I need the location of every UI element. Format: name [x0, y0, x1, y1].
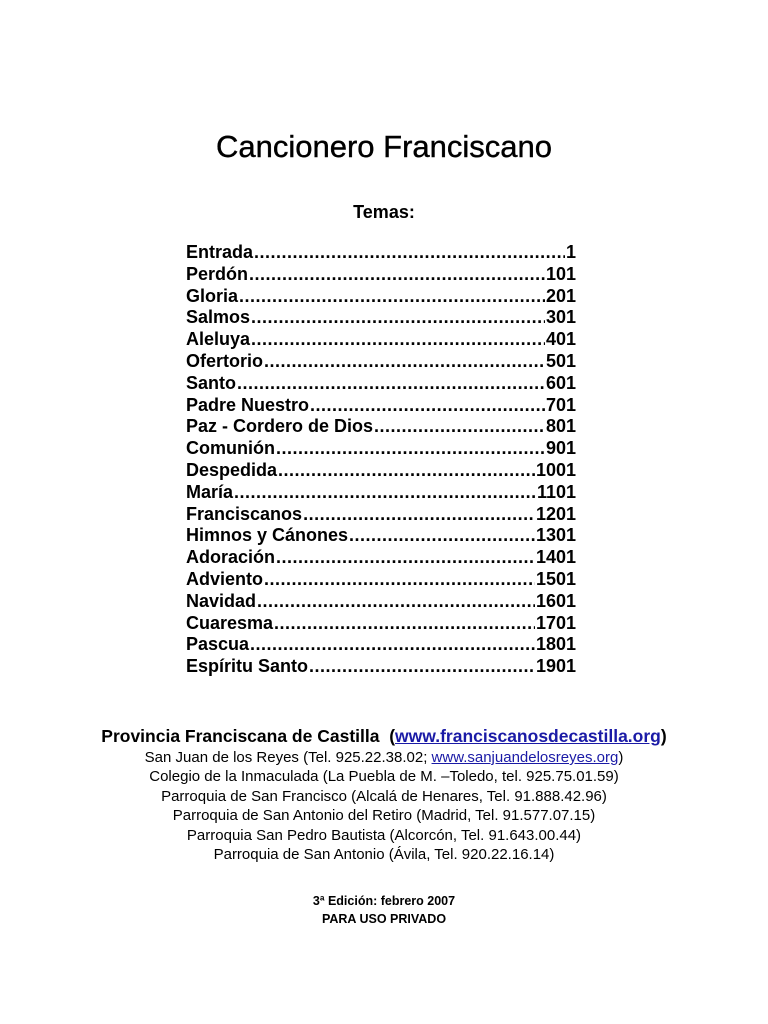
toc-entry-page: 1701 — [535, 612, 576, 633]
toc-entry — [186, 264, 576, 286]
province-line — [0, 724, 768, 748]
toc-dot-leader — [276, 438, 545, 460]
address-line: Parroquia de San Antonio del Retiro (Madrid, Tel. 91.577.07.15) — [172, 807, 596, 825]
toc-entry-label: Gloria — [186, 285, 239, 306]
toc-dot-leader — [264, 569, 535, 591]
toc-entry-label: Ofertorio — [186, 350, 264, 371]
toc-dot-leader — [234, 482, 536, 504]
themes-heading: Temas: — [353, 202, 415, 222]
toc-entry-label: Pascua — [186, 634, 250, 655]
toc-entry — [186, 329, 576, 351]
toc-dot-leader — [254, 242, 565, 264]
toc-entry-label: Santo — [186, 372, 237, 393]
toc-dot-leader — [349, 525, 535, 547]
toc-dot-leader — [276, 547, 535, 569]
toc-entry-label: Entrada — [186, 242, 254, 262]
usage-notice: PARA USO PRIVADO — [321, 912, 447, 926]
toc-entry — [186, 634, 576, 656]
address-line: Parroquia San Pedro Bautista (Alcorcón, Tel. 91.643.00.44) — [186, 826, 582, 844]
toc-dot-leader — [251, 329, 545, 351]
toc-entry — [186, 286, 576, 308]
toc-dot-leader — [278, 460, 535, 482]
toc-entry-page: 701 — [545, 394, 576, 415]
toc-entry-label: Cuaresma — [186, 612, 274, 633]
toc-entry-page: 1201 — [535, 503, 576, 524]
toc-entry-label: Padre Nuestro — [186, 394, 310, 415]
address-line-prefix: San Juan de los Reyes (Tel. 925.22.38.02; — [144, 749, 432, 766]
toc-entry-label: Espíritu Santo — [186, 656, 309, 677]
toc-entry — [186, 525, 576, 547]
toc-entry-page: 1801 — [535, 634, 576, 655]
toc-entry-label: Franciscanos — [186, 503, 303, 524]
toc-dot-leader — [303, 504, 535, 526]
toc-entry — [186, 591, 576, 613]
toc-entry-page: 401 — [545, 329, 576, 350]
address-line-san-juan — [0, 748, 768, 767]
toc-entry — [186, 656, 576, 678]
toc-dot-leader — [237, 373, 545, 395]
province-website-link[interactable]: www.franciscanosdecastilla.org — [395, 726, 661, 746]
toc-dot-leader — [251, 307, 545, 329]
document-title: Cancionero Franciscano — [215, 129, 552, 164]
toc-entry — [186, 613, 576, 635]
province-paren-close: ) — [660, 726, 667, 746]
toc-entry-label: Adoración — [186, 547, 276, 568]
san-juan-website-link[interactable]: www.sanjuandelosreyes.org — [431, 749, 619, 766]
toc-dot-leader — [310, 395, 545, 417]
toc-entry-page: 501 — [545, 350, 576, 371]
toc-entry-page: 1 — [565, 242, 576, 262]
toc-entry-page: 1601 — [535, 590, 576, 611]
toc-dot-leader — [250, 634, 535, 656]
toc-entry — [186, 373, 576, 395]
toc-entry — [186, 242, 576, 264]
toc-dot-leader — [249, 264, 545, 286]
toc-entry-label: Despedida — [186, 459, 278, 480]
toc-dot-leader — [257, 591, 535, 613]
toc-entry-label: Adviento — [186, 568, 264, 589]
toc-entry-page: 201 — [545, 285, 576, 306]
toc-dot-leader — [309, 656, 535, 678]
address-line: Parroquia de San Antonio (Ávila, Tel. 920.22.16.14) — [213, 846, 555, 864]
toc-entry — [186, 307, 576, 329]
toc-entry-page: 901 — [545, 438, 576, 459]
toc-entry-page: 1501 — [535, 568, 576, 589]
toc-dot-leader — [374, 416, 545, 438]
toc-entry-label: Aleluya — [186, 329, 251, 350]
toc-entry-page: 1301 — [535, 525, 576, 546]
toc-entry — [186, 395, 576, 417]
address-line: Colegio de la Inmaculada (La Puebla de M. –Toledo, tel. 925.75.01.59) — [149, 768, 619, 786]
toc-entry — [186, 547, 576, 569]
toc-dot-leader — [274, 613, 535, 635]
toc-entry-page: 1901 — [535, 656, 576, 677]
toc-entry — [186, 482, 576, 504]
toc-dot-leader — [264, 351, 545, 373]
province-paren-open: ( — [389, 726, 396, 746]
toc-entry-page: 101 — [545, 263, 576, 284]
edition-date: 3ª Edición: febrero 2007 — [312, 894, 456, 908]
toc-dot-leader — [239, 286, 545, 308]
toc-entry-label: Perdón — [186, 263, 249, 284]
toc-entry — [186, 504, 576, 526]
toc-entry-page: 801 — [545, 416, 576, 437]
toc-entry-label: Navidad — [186, 590, 257, 611]
toc-entry — [186, 460, 576, 482]
province-label: Provincia Franciscana de Castilla — [101, 726, 380, 746]
toc-entry-page: 1001 — [535, 459, 576, 480]
toc-entry-label: Himnos y Cánones — [186, 525, 349, 546]
toc-entry-label: Salmos — [186, 307, 251, 328]
toc-entry-page: 1401 — [535, 547, 576, 568]
edition-block — [0, 892, 768, 928]
toc-entry — [186, 438, 576, 460]
toc-entry-page: 1101 — [536, 481, 576, 502]
address-line-suffix: ) — [618, 749, 624, 766]
table-of-contents — [186, 242, 576, 678]
toc-entry — [186, 569, 576, 591]
toc-entry-label: María — [186, 481, 234, 502]
toc-entry-label: Paz - Cordero de Dios — [186, 416, 374, 437]
toc-entry — [186, 416, 576, 438]
address-list — [0, 748, 768, 864]
address-line: Parroquia de San Francisco (Alcalá de Henares, Tel. 91.888.42.96) — [161, 787, 607, 805]
toc-entry — [186, 351, 576, 373]
toc-entry-label: Comunión — [186, 438, 275, 459]
toc-entry-page: 301 — [545, 307, 576, 328]
toc-entry-page: 601 — [545, 372, 576, 393]
